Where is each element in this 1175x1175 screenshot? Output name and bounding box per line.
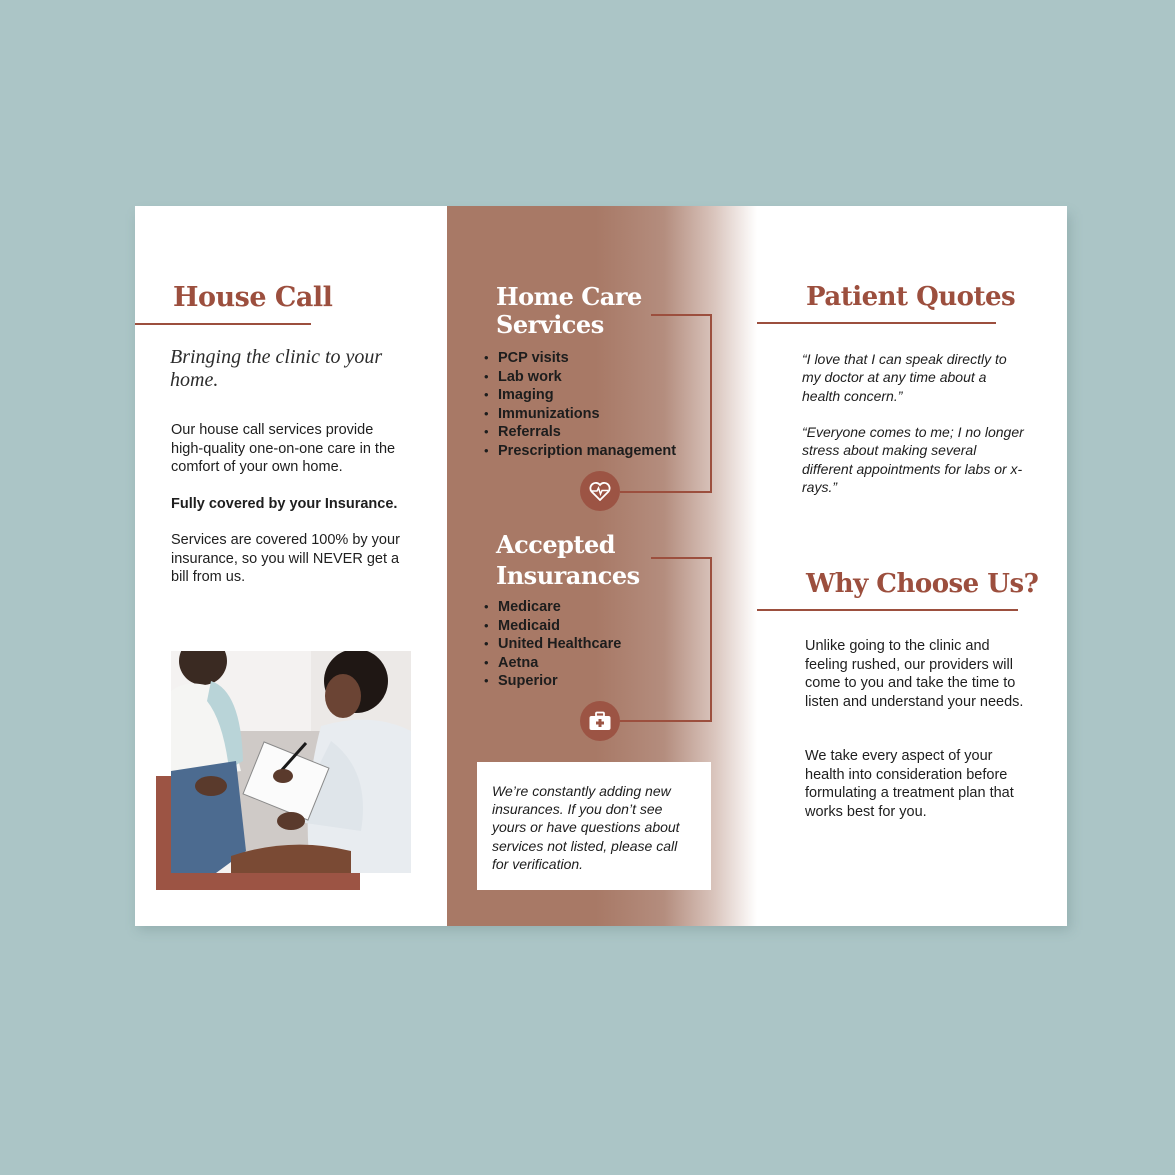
services-title-line2: Services <box>496 310 604 339</box>
list-item: • Prescription management <box>484 442 676 461</box>
list-item: • Immunizations <box>484 405 676 424</box>
heart-pulse-icon <box>580 471 620 511</box>
services-list <box>484 349 676 460</box>
services-title-line1: Home Care <box>496 282 642 311</box>
insurance-title <box>496 529 640 591</box>
tagline: Bringing the clinic to your home. <box>170 346 383 391</box>
patient-quotes-title: Patient Quotes <box>806 282 1016 312</box>
why-choose-us-title: Why Choose Us? <box>806 569 1039 599</box>
title-underline <box>135 323 311 325</box>
list-item: • Lab work <box>484 368 676 387</box>
trifold-brochure <box>135 206 1067 926</box>
list-item: • PCP visits <box>484 349 676 368</box>
list-item: • Medicaid <box>484 617 621 636</box>
list-item: • United Healthcare <box>484 635 621 654</box>
coverage-text: Services are covered 100% by your insurance, so you will NEVER get a bill from us. <box>171 532 400 585</box>
intro-text: Our house call services provide high-quality one-on-one care in the comfort of your own home. <box>171 422 396 475</box>
list-item: • Aetna <box>484 654 621 673</box>
title-underline <box>757 322 996 324</box>
insurance-list <box>484 598 621 691</box>
services-title <box>496 283 642 339</box>
list-item: • Referrals <box>484 423 676 442</box>
list-item: • Superior <box>484 672 621 691</box>
why-text-1: Unlike going to the clinic and feeling rushed, our providers will come to you and take the time to listen and understand your needs. <box>805 638 1024 710</box>
consultation-photo <box>171 651 411 873</box>
consultation-illustration <box>171 651 411 873</box>
insurance-title-line2: Insurances <box>496 561 640 590</box>
coverage-heading: Fully covered by your Insurance. <box>171 496 398 512</box>
house-call-title: House Call <box>173 282 333 313</box>
panel-quotes <box>757 206 1067 926</box>
insurance-note: We’re constantly adding new insurances. If you don’t see yours or have questions about services not listed, please call for verification. <box>477 762 711 890</box>
title-underline <box>757 609 1018 611</box>
insurance-title-line1: Accepted <box>496 530 616 559</box>
medical-kit-icon <box>580 701 620 741</box>
patient-quote: “I love that I can speak directly to my doctor at any time about a health concern.” <box>802 351 1007 404</box>
panel-house-call <box>135 206 447 926</box>
list-item: • Medicare <box>484 598 621 617</box>
panel-services <box>447 206 757 926</box>
why-text-2: We take every aspect of your health into consideration before formulating a treatment plan that works best for you. <box>805 748 1014 820</box>
list-item: • Imaging <box>484 386 676 405</box>
patient-quote: “Everyone comes to me; I no longer stress about making several different appointments for labs or x-rays.” <box>802 424 1024 495</box>
